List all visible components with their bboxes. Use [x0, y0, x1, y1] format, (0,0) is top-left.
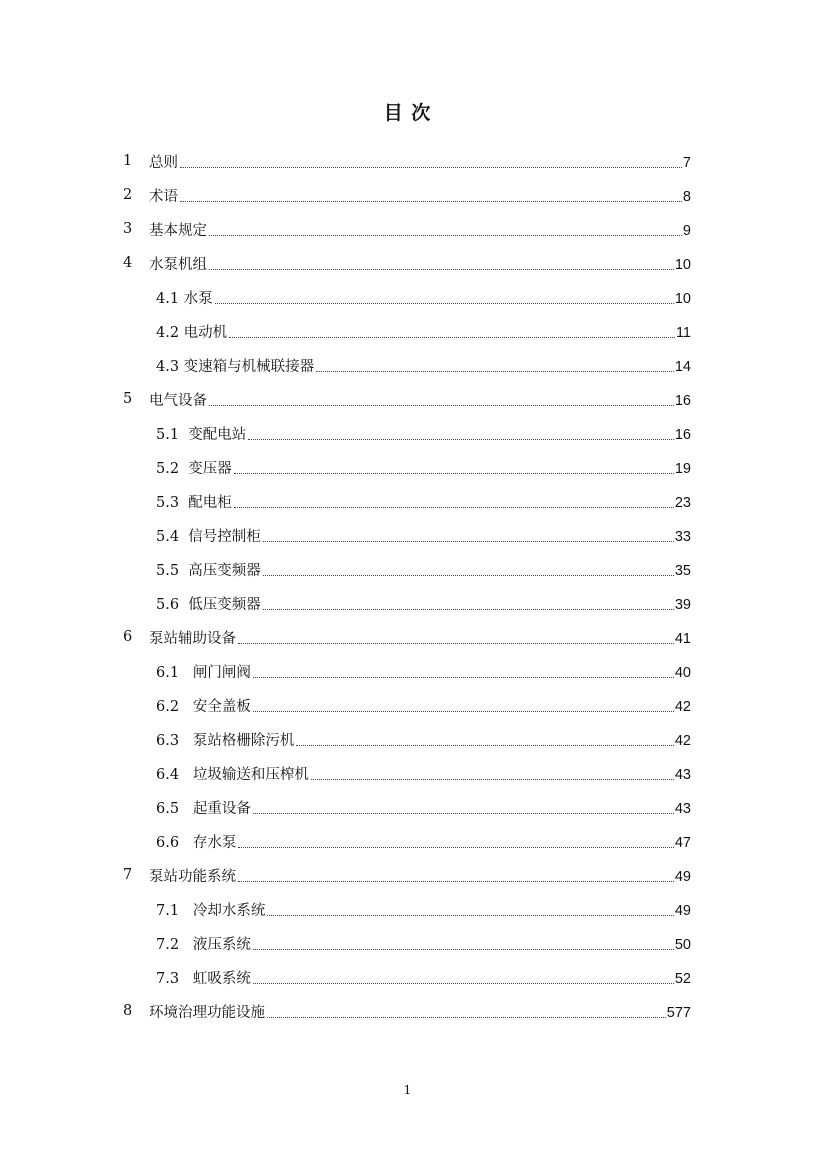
toc-entry[interactable] [0, 864, 815, 888]
toc-leader-dots [253, 949, 674, 950]
toc-entry-label: 环境治理功能设施 [149, 1005, 265, 1021]
toc-leader-dots [238, 643, 674, 644]
toc-page-number: 8 [682, 189, 691, 205]
toc-entry-label: 6.6 存水泵 [156, 835, 237, 851]
toc-entry[interactable] [0, 966, 815, 990]
toc-entry[interactable] [0, 796, 815, 820]
toc-page-number: 19 [674, 461, 691, 477]
toc-entry[interactable] [0, 898, 815, 922]
toc-leader-dots [267, 1017, 666, 1018]
toc-entry[interactable] [0, 490, 815, 514]
toc-page-number: 9 [682, 223, 691, 239]
toc-entry-label: 基本规定 [149, 223, 207, 239]
toc-entry[interactable] [0, 592, 815, 616]
toc-leader-dots [238, 881, 674, 882]
toc-entry[interactable] [0, 252, 815, 276]
toc-leader-dots [209, 269, 674, 270]
toc-entry[interactable] [0, 184, 815, 208]
footer-page-number: 1 [403, 1083, 412, 1097]
toc-entry-label: 7.2 液压系统 [156, 937, 251, 953]
toc-leader-dots [209, 405, 674, 406]
toc-leader-dots [253, 983, 674, 984]
toc-leader-dots [267, 915, 673, 916]
toc-entry[interactable] [0, 422, 815, 446]
toc-page-number: 42 [674, 699, 691, 715]
toc-leader-dots [311, 779, 674, 780]
toc-page-number: 39 [674, 597, 691, 613]
toc-chapter-number: 3 [123, 221, 133, 237]
toc-page-number: 43 [674, 767, 691, 783]
toc-entry-label: 4.1 水泵 [156, 291, 213, 307]
toc-page-number: 49 [674, 869, 691, 885]
toc-leader-dots [215, 303, 674, 304]
toc-entry[interactable] [0, 762, 815, 786]
toc-leader-dots [263, 609, 674, 610]
toc-chapter-number: 8 [123, 1003, 133, 1019]
toc-entry-label: 水泵机组 [149, 257, 207, 273]
toc-entry-label: 5.5 高压变频器 [156, 563, 261, 579]
toc-entry[interactable] [0, 286, 815, 310]
toc-page-number: 52 [674, 971, 691, 987]
toc-entry-label: 6.1 闸门闸阀 [156, 665, 251, 681]
toc-entry-label: 泵站功能系统 [149, 869, 236, 885]
toc-entry-label: 7.1 冷却水系统 [156, 903, 266, 919]
toc-entry[interactable] [0, 524, 815, 548]
toc-leader-dots [238, 847, 673, 848]
toc-entry[interactable] [0, 218, 815, 242]
toc-leader-dots [234, 473, 674, 474]
toc-leader-dots [234, 507, 674, 508]
toc-leader-dots [253, 677, 674, 678]
toc-entry-label: 泵站辅助设备 [149, 631, 236, 647]
toc-entry-label: 5.2 变压器 [156, 461, 232, 477]
toc-entry[interactable] [0, 694, 815, 718]
toc-entry-label: 术语 [149, 189, 178, 205]
toc-leader-dots [248, 439, 674, 440]
toc-page-number: 43 [674, 801, 691, 817]
toc-page-number: 35 [674, 563, 691, 579]
toc-page-number: 47 [674, 835, 691, 851]
toc-entry-label: 5.3 配电柜 [156, 495, 232, 511]
toc-page-number: 42 [674, 733, 691, 749]
toc-entry-label: 6.5 起重设备 [156, 801, 251, 817]
page-title: 目 次 [383, 102, 432, 124]
toc-entry-label: 电气设备 [149, 393, 207, 409]
toc-leader-dots [253, 711, 674, 712]
toc-page-number: 10 [674, 291, 691, 307]
toc-chapter-number: 1 [123, 153, 133, 169]
toc-leader-dots [263, 541, 674, 542]
toc-page-number: 10 [674, 257, 691, 273]
toc-page-number: 577 [666, 1005, 691, 1021]
toc-chapter-number: 5 [123, 391, 133, 407]
toc-leader-dots [229, 337, 675, 338]
toc-entry-label: 总则 [149, 155, 178, 171]
toc-entry[interactable] [0, 150, 815, 174]
toc-leader-dots [209, 235, 682, 236]
toc-entry-label: 4.3 变速箱与机械联接器 [156, 359, 315, 375]
toc-leader-dots [263, 575, 674, 576]
toc-page-number: 11 [675, 325, 691, 341]
toc-page-number: 16 [674, 427, 691, 443]
toc-chapter-number: 6 [123, 629, 133, 645]
toc-entry[interactable] [0, 320, 815, 344]
toc-leader-dots [296, 745, 673, 746]
toc-page-number: 23 [674, 495, 691, 511]
toc-leader-dots [180, 201, 682, 202]
toc-page-number: 41 [674, 631, 691, 647]
toc-chapter-number: 4 [123, 255, 133, 271]
toc-entry[interactable] [0, 558, 815, 582]
toc-entry[interactable] [0, 1000, 815, 1024]
toc-entry-label: 7.3 虹吸系统 [156, 971, 251, 987]
toc-entry[interactable] [0, 354, 815, 378]
toc-page-number: 49 [674, 903, 691, 919]
toc-entry[interactable] [0, 932, 815, 956]
toc-page-number: 7 [682, 155, 691, 171]
toc-entry-label: 5.4 信号控制柜 [156, 529, 261, 545]
toc-chapter-number: 2 [123, 187, 133, 203]
toc-entry[interactable] [0, 388, 815, 412]
toc-page-number: 50 [674, 937, 691, 953]
toc-leader-dots [316, 371, 674, 372]
toc-entry-label: 5.6 低压变频器 [156, 597, 261, 613]
toc-leader-dots [180, 167, 682, 168]
toc-page-number: 40 [674, 665, 691, 681]
toc-page-number: 16 [674, 393, 691, 409]
toc-entry[interactable] [0, 830, 815, 854]
toc-entry[interactable] [0, 728, 815, 752]
toc-entry-label: 6.3 泵站格栅除污机 [156, 733, 295, 749]
toc-entry-label: 6.2 安全盖板 [156, 699, 251, 715]
toc-entry[interactable] [0, 626, 815, 650]
toc-page-number: 33 [674, 529, 691, 545]
toc-leader-dots [253, 813, 674, 814]
toc-entry-label: 5.1 变配电站 [156, 427, 247, 443]
toc-entry-label: 6.4 垃圾输送和压榨机 [156, 767, 309, 783]
toc-page-number: 14 [674, 359, 691, 375]
toc-entry[interactable] [0, 660, 815, 684]
toc-entry-label: 4.2 电动机 [156, 325, 228, 341]
toc-chapter-number: 7 [123, 867, 133, 883]
toc-entry[interactable] [0, 456, 815, 480]
